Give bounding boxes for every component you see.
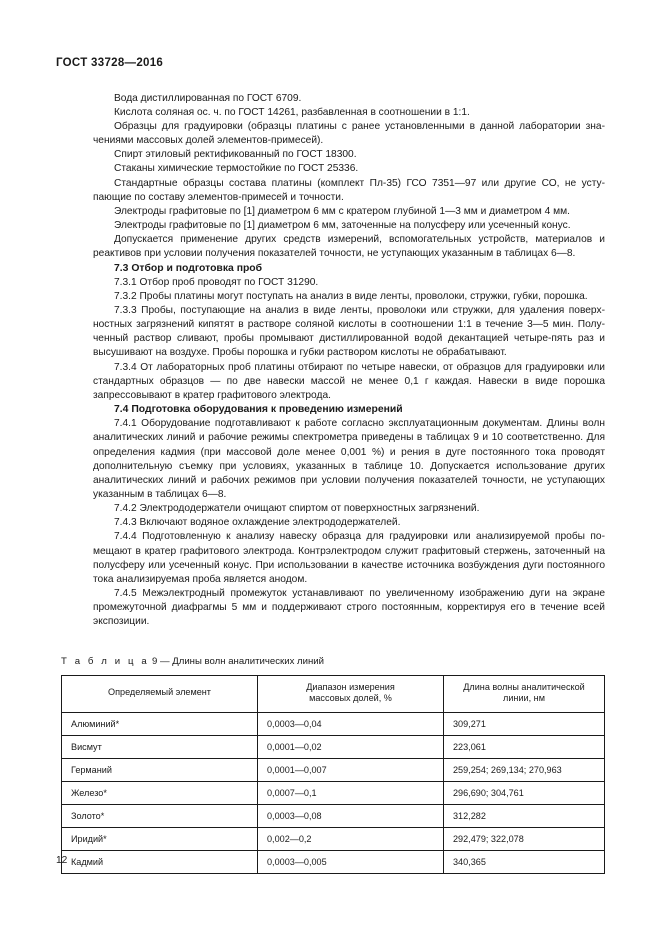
cell-range: 0,002—0,2 [258, 827, 444, 850]
table-row [62, 850, 605, 873]
cell-range: 0,0003—0,005 [258, 850, 444, 873]
column-header-range-line1: Диапазон измерения [306, 681, 395, 692]
cell-element: Германий [62, 758, 258, 781]
cell-wavelength: 312,282 [444, 804, 605, 827]
paragraph-hydrochloric-acid: Кислота соляная ос. ч. по ГОСТ 14261, разбавленная в соотношении в 1:1. [114, 106, 470, 118]
paragraph-7-4-1: 7.4.1 Оборудование подготавливают к работе согласно эксплуатационным документам. Длины волн аналитических линий и рабочие режимы спектрометра приведены в таблицах 9 и 10 соответственно. Для определения кадмия (при массовой доле менее 0,001 %) и рения в дуге постоянного тока проводят дополнительную съемку при условиях, указанных в таблице 10. Допускается использование других аналитических линий и рабочих режимов при условии получения показателей точности, не уступающих указанным в таблицах 6—8. [93, 418, 605, 501]
paragraph-graphite-electrodes-crater: Электроды графитовые по [1] диаметром 6 мм с кратером глубиной 1—3 мм и диаметром 4 мм. [114, 205, 570, 217]
page-content [56, 0, 605, 874]
cell-range: 0,0007—0,1 [258, 781, 444, 804]
paragraph-beakers: Стаканы химические термостойкие по ГОСТ 25336. [114, 163, 359, 175]
paragraph-7-3-2: 7.3.2 Пробы платины могут поступать на анализ в виде ленты, проволоки, стружки, губки, порошка. [114, 290, 588, 302]
running-header-standard-number: ГОСТ 33728—2016 [56, 57, 164, 69]
table-row [62, 735, 605, 758]
table-caption-number: 9 [151, 655, 158, 667]
paragraph-7-3-1: 7.3.1 Отбор проб проводят по ГОСТ 31290. [114, 276, 319, 288]
table-9-container [56, 655, 605, 874]
table-body [62, 712, 605, 873]
paragraph-7-3-4: 7.3.4 От лабораторных проб платины отбирают по четыре навески, от образцов для градуировки или стандартных образцов — по две навески массой не менее 0,1 г каждая. Навески в виде порошка запрессовывают в кратер графитового электрода. [93, 361, 605, 401]
page-number: 12 [56, 855, 68, 866]
table-row [62, 758, 605, 781]
paragraph-other-means-allowed: Допускается применение других средств измерений, вспомогательных устройств, материалов и реактивов при условии получения показателей точности, не уступающих указанным в таблицах 6—8. [93, 234, 605, 260]
table-9-caption [61, 655, 605, 668]
table-9-wavelengths [61, 675, 605, 874]
table-caption-label: Т а б л и ц а [61, 655, 150, 667]
cell-wavelength: 309,271 [444, 712, 605, 735]
paragraph-7-4-2: 7.4.2 Электрододержатели очищают спиртом от поверхностных загрязнений. [114, 503, 480, 515]
cell-wavelength: 223,061 [444, 735, 605, 758]
paragraph-reference-samples: Стандартные образцы состава платины (комплект Пл-35) ГСО 7351—97 или другие СО, не уступающие по составу элементов-примесей и точности. [93, 177, 605, 203]
table-row [62, 781, 605, 804]
cell-element: Висмут [62, 735, 258, 758]
cell-element: Кадмий [62, 850, 258, 873]
paragraph-water: Вода дистиллированная по ГОСТ 6709. [114, 92, 302, 104]
paragraph-7-4-4: 7.4.4 Подготовленную к анализу навеску образца для градуировки или анализируемой пробы помещают в кратер графитового электрода. Контрэлектродом служит графитовый стержень, заточенный на полусферу или усеченный конус. При использовании в качестве источника возбуждения дуги постоянного тока анализируемая проба является анодом. [93, 531, 605, 585]
table-row [62, 712, 605, 735]
paragraph-ethyl-alcohol: Спирт этиловый ректификованный по ГОСТ 18300. [114, 149, 357, 161]
table-header-row [62, 675, 605, 712]
cell-wavelength: 259,254; 269,134; 270,963 [444, 758, 605, 781]
paragraph-7-4-3: 7.4.3 Включают водяное охлаждение электрододержателей. [114, 517, 401, 529]
paragraph-7-3-3: 7.3.3 Пробы, поступающие на анализ в виде ленты, проволоки или стружки, для удаления поверхностных загрязнений кипятят в растворе соляной кислоты в соотношении 1:1 в течение 3—5 мин. Полученный раствор сливают, пробы промывают дистиллированной водой декантацией четыре-пять раз и высушивают на воздухе. Пробы порошка и губки раствором кислоты не обрабатывают. [93, 304, 605, 359]
paragraph-calibration-samples: Образцы для градуировки (образцы платины с ранее установленными в данной лаборатории значениями массовых долей элементов-примесей). [93, 120, 605, 147]
table-row [62, 827, 605, 850]
cell-range: 0,0003—0,08 [258, 804, 444, 827]
paragraph-graphite-electrodes-cone: Электроды графитовые по [1] диаметром 6 мм, заточенные на полусферу или усеченный конус. [114, 220, 571, 232]
cell-wavelength: 340,365 [444, 850, 605, 873]
table-row [62, 804, 605, 827]
column-header-range-line2: массовых долей, % [309, 693, 392, 704]
table-caption-title: — Длины волн аналитических линий [159, 655, 325, 667]
cell-range: 0,0001—0,007 [258, 758, 444, 781]
table-head [62, 675, 605, 712]
heading-7-3-sampling: 7.3 Отбор и подготовка проб [114, 262, 263, 274]
body-text-block [56, 92, 605, 630]
column-header-measurement-range [258, 675, 444, 712]
heading-7-4-equipment-preparation: 7.4 Подготовка оборудования к проведению измерений [114, 404, 403, 416]
cell-element: Алюминий* [62, 712, 258, 735]
column-header-wavelength: Длина волны аналитической линии, нм [444, 675, 605, 712]
cell-range: 0,0003—0,04 [258, 712, 444, 735]
paragraph-7-4-5: 7.4.5 Межэлектродный промежуток устанавливают по увеличенному изображению дуги на экране промежуточной диафрагмы 5 мм и поддерживают строго постоянным, корректируя его в течение всей экспозиции. [93, 588, 605, 628]
cell-wavelength: 292,479; 322,078 [444, 827, 605, 850]
cell-element: Железо* [62, 781, 258, 804]
cell-wavelength: 296,690; 304,761 [444, 781, 605, 804]
column-header-element: Определяемый элемент [62, 675, 258, 712]
cell-range: 0,0001—0,02 [258, 735, 444, 758]
cell-element: Иридий* [62, 827, 258, 850]
cell-element: Золото* [62, 804, 258, 827]
